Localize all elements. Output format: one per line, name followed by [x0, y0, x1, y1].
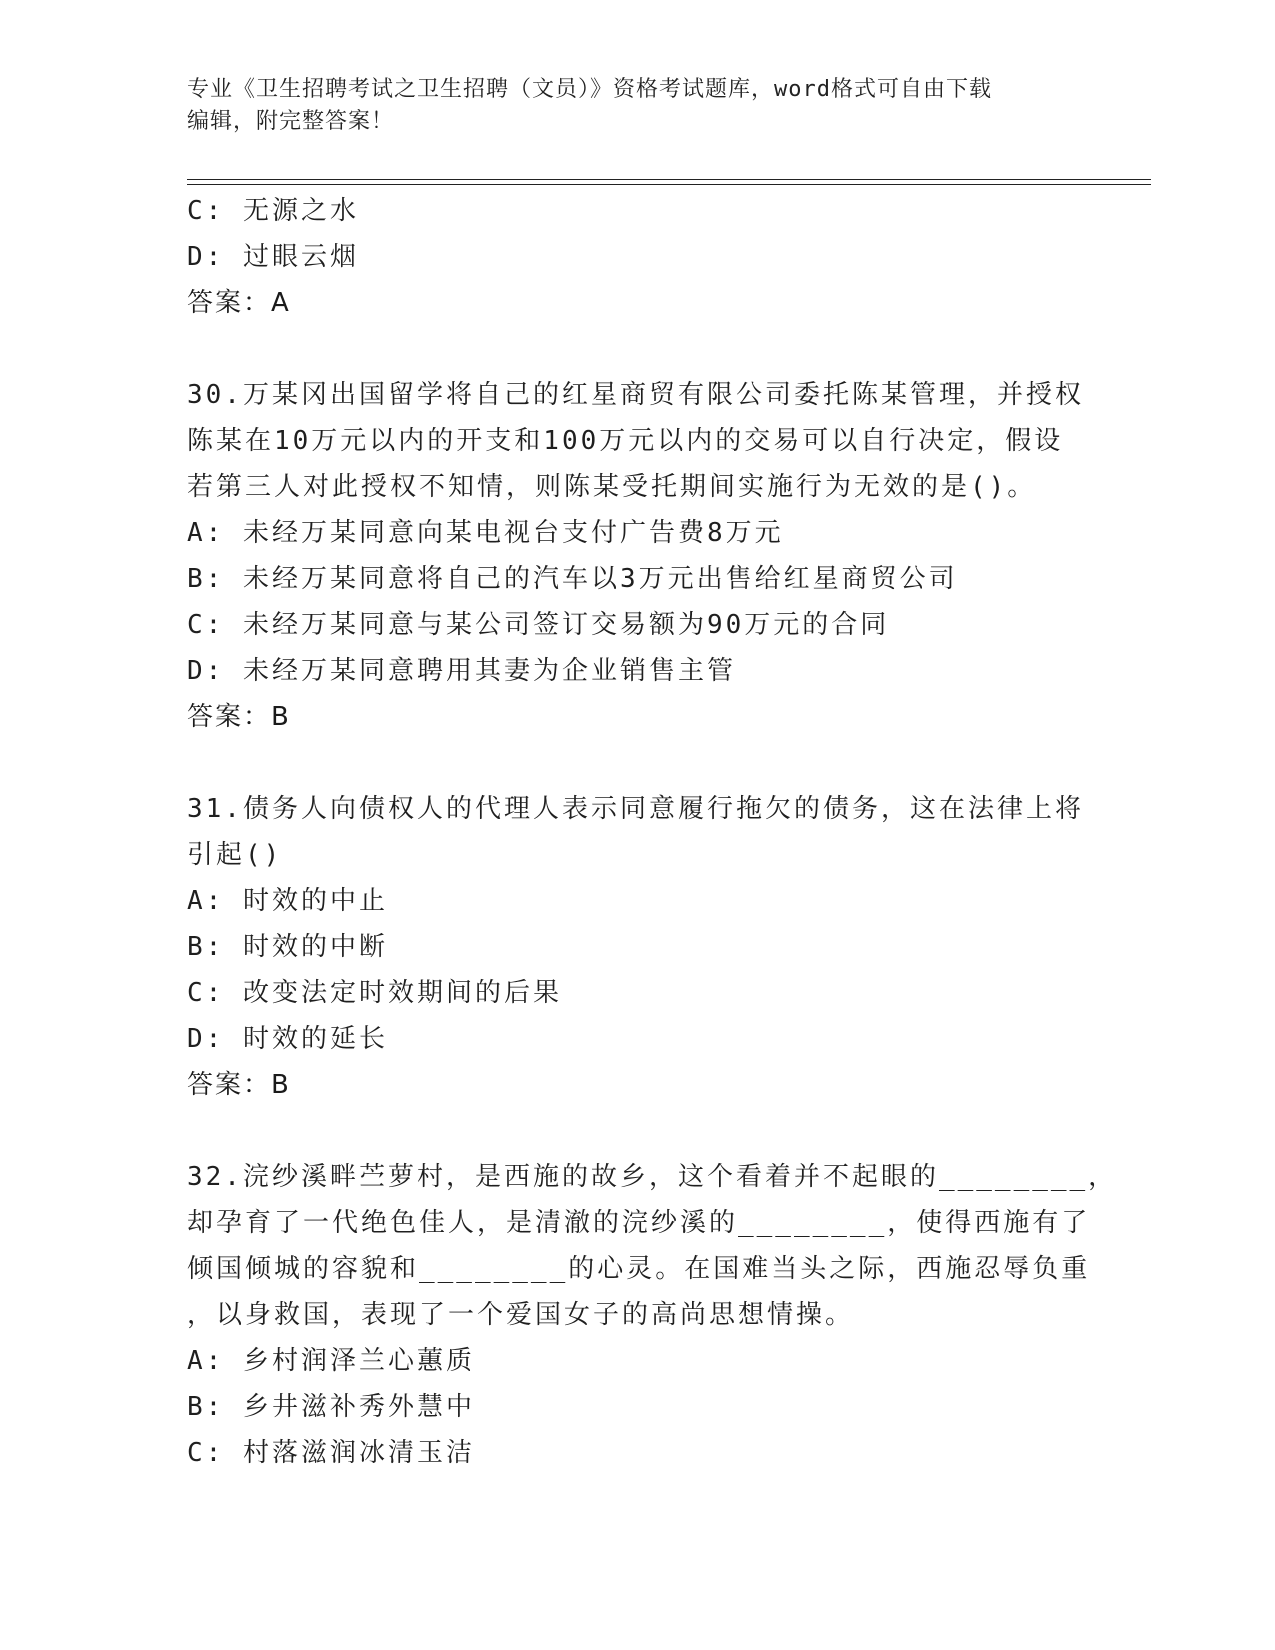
question-text: 引起()	[187, 840, 283, 870]
question-text: 却孕育了一代绝色佳人，是清澈的浣纱溪的________，使得西施有了	[187, 1208, 1091, 1238]
option-c: C: 村落滋润冰清玉洁	[187, 1438, 475, 1468]
question-32	[187, 1154, 1118, 1476]
question-text: ，以身救国，表现了一个爱国女子的高尚思想情操。	[187, 1300, 855, 1330]
option-a: A: 未经万某同意向某电视台支付广告费8万元	[187, 518, 784, 548]
header-line-1: 专业《卫生招聘考试之卫生招聘（文员）》资格考试题库，word格式可自由下载	[187, 77, 992, 102]
header-divider-top	[187, 179, 1151, 180]
option-c: C: 无源之水	[187, 196, 359, 226]
option-b: B: 乡井滋补秀外慧中	[187, 1392, 475, 1422]
answer: 答案：A	[187, 288, 291, 318]
question-31	[187, 786, 1087, 1108]
option-d: D: 未经万某同意聘用其妻为企业销售主管	[187, 656, 736, 686]
question-30	[187, 372, 1087, 740]
page-header	[187, 74, 1087, 138]
question-text: 倾国倾城的容貌和________的心灵。在国难当头之际，西施忍辱负重	[187, 1254, 1091, 1284]
prev-question	[187, 188, 1087, 326]
header-line-2: 编辑，附完整答案！	[187, 109, 395, 134]
question-text: 陈某在10万元以内的开支和100万元以内的交易可以自行决定，假设	[187, 426, 1064, 456]
question-text: 若第三人对此授权不知情，则陈某受托期间实施行为无效的是()。	[187, 472, 1037, 502]
option-b: B: 时效的中断	[187, 932, 388, 962]
option-d: D: 时效的延长	[187, 1024, 388, 1054]
option-c: C: 改变法定时效期间的后果	[187, 978, 562, 1008]
header-divider-bottom	[187, 184, 1151, 185]
question-text: 30.万某冈出国留学将自己的红星商贸有限公司委托陈某管理，并授权	[187, 380, 1084, 410]
answer: 答案：B	[187, 1070, 291, 1100]
question-text: 32.浣纱溪畔苎萝村，是西施的故乡，这个看着并不起眼的________，	[187, 1162, 1118, 1192]
option-c: C: 未经万某同意与某公司签订交易额为90万元的合同	[187, 610, 890, 640]
spacer	[187, 326, 1087, 372]
option-a: A: 乡村润泽兰心蕙质	[187, 1346, 475, 1376]
option-d: D: 过眼云烟	[187, 242, 359, 272]
question-content	[187, 188, 1118, 1476]
spacer	[187, 740, 1087, 786]
option-a: A: 时效的中止	[187, 886, 388, 916]
question-text: 31.债务人向债权人的代理人表示同意履行拖欠的债务，这在法律上将	[187, 794, 1084, 824]
option-b: B: 未经万某同意将自己的汽车以3万元出售给红星商贸公司	[187, 564, 958, 594]
spacer	[187, 1108, 1087, 1154]
answer: 答案：B	[187, 702, 291, 732]
